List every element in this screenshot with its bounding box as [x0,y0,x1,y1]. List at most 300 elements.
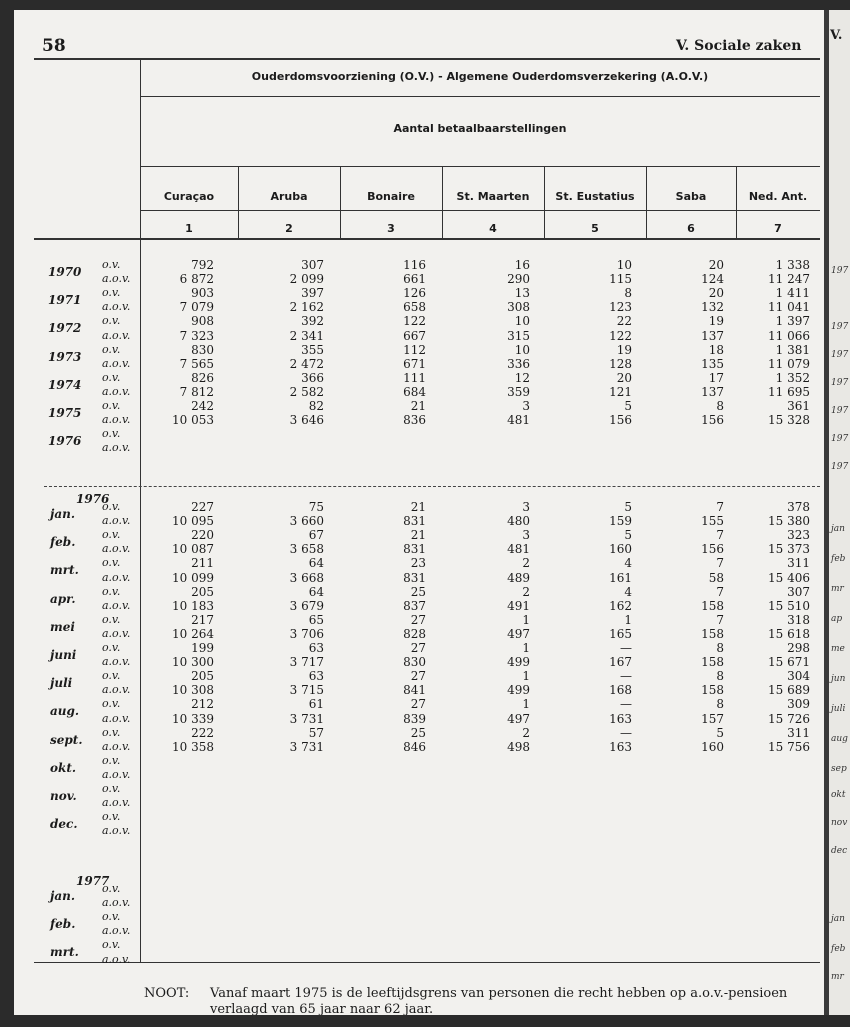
adjacent-page-label: sep [831,764,847,774]
column-number: 6 [687,222,695,235]
table-cell: 205 [191,669,214,684]
table-cell: 307 [301,258,324,272]
table-cell: 2 [522,556,530,571]
year-label: 1976 [48,434,82,449]
column-number: 3 [387,222,395,235]
column-header: Bonaire [367,190,415,203]
table-cell: 6 872 [179,272,214,287]
table-cell: 227 [191,500,214,514]
row-type-label: o.v. [102,556,121,570]
table-cell: 4 [624,556,632,571]
note-label: NOOT: [144,986,190,1001]
subtitle-rule [140,166,820,167]
row-type-label: o.v. [102,342,121,356]
row-type-label: a.o.v. [102,300,131,314]
column-number-rule [34,238,820,240]
column-number: 4 [489,222,497,235]
row-type-label: o.v. [102,612,121,626]
adjacent-page-label: me [831,644,845,654]
table-cell: 122 [403,314,426,329]
table-cell: 304 [787,669,810,684]
table-cell: 1 352 [775,370,810,385]
table-cell: 3 731 [289,739,324,754]
document-page [14,10,824,1015]
table-cell: 19 [708,314,724,329]
table-cell: 11 079 [768,356,810,371]
month-label: juli [50,676,73,691]
month-label: mrt. [50,563,79,578]
table-cell: 10 308 [172,683,214,698]
table-cell: 155 [701,514,724,529]
table-cell: 15 689 [768,683,810,698]
row-type-label: o.v. [102,427,121,441]
table-cell: 8 [716,641,724,655]
table-cell: 156 [701,542,724,557]
month-label: feb. [50,917,76,932]
table-cell: 839 [403,711,426,726]
adjacent-page-label: feb [831,554,846,564]
table-cell: 18 [708,342,724,357]
table-cell: 21 [410,399,426,413]
table-cell: 7 812 [179,384,214,399]
table-cell: 498 [507,739,530,754]
table-cell: 3 731 [289,711,324,726]
table-cell: 242 [191,399,214,413]
row-type-label: a.o.v. [102,328,131,342]
table-cell: 5 [716,725,724,740]
table-cell: 361 [787,399,810,413]
table-cell: 22 [616,314,632,329]
adjacent-page-edge [824,10,850,1015]
month-label: juni [50,648,77,662]
year-label: 1973 [48,349,82,364]
table-cell: 1 [624,612,632,627]
table-cell: 7 [716,528,724,543]
table-cell: 156 [609,413,632,428]
column-header-rule [140,210,820,211]
table-cell: 163 [609,739,632,754]
table-cell: 123 [609,300,632,315]
year-label: 1971 [48,293,82,308]
table-cell: 1 [522,669,530,684]
adjacent-page-label: jan [831,914,845,924]
table-cell: 159 [609,514,632,529]
table-cell: 11 041 [768,300,810,315]
adjacent-page-label: mr [831,584,844,594]
table-cell: 15 756 [768,739,810,754]
month-label: okt. [50,760,77,775]
table-cell: 1 397 [775,314,810,329]
table-cell: 205 [191,584,214,599]
table-cell: 378 [787,500,810,514]
row-type-label: a.o.v. [102,767,131,781]
row-type-label: o.v. [102,882,121,895]
table-cell: 19 [616,342,632,357]
table-cell: 160 [609,542,632,557]
table-cell: 112 [403,342,426,357]
row-type-label: o.v. [102,314,121,328]
table-cell: 11 247 [768,272,810,287]
table-cell: 311 [787,556,810,571]
table-cell: 359 [507,384,530,399]
table-cell: 7 079 [179,300,214,315]
table-cell: 499 [507,683,530,698]
table-cell: 21 [410,528,426,543]
table-cell: 137 [701,328,724,343]
table-cell: 199 [191,641,214,655]
table-cell: 658 [403,300,426,315]
table-cell: 158 [701,683,724,698]
table-cell: 10 339 [172,711,214,726]
table-cell: 220 [191,528,214,543]
table-cell: 167 [609,655,632,670]
table-cell: 10 053 [172,413,214,428]
table-cell: 135 [701,356,724,371]
table-cell: 67 [308,528,324,543]
table-cell: 27 [410,641,426,655]
table-cell: 61 [308,697,324,712]
row-type-label: o.v. [102,641,121,654]
table-cell: 5 [624,528,632,543]
table-cell: 161 [609,570,632,585]
section-heading: V. Sociale zaken [676,38,802,54]
adjacent-page-label: nov [831,818,848,828]
table-cell: 1 [522,641,530,655]
table-cell: 7 323 [179,328,214,343]
table-cell: 23 [410,556,426,571]
table-cell: 661 [403,272,426,287]
row-type-label: o.v. [102,584,121,598]
adjacent-page-label: 197 [831,350,849,360]
separator-rule [44,486,820,487]
table-cell: 157 [701,711,724,726]
table-cell: 397 [301,286,324,301]
table-cell: 2 582 [289,384,324,399]
column-header: Saba [675,190,707,203]
table-cell: 831 [403,570,426,585]
table-cell: 82 [308,399,324,413]
adjacent-page-label: 197 [831,266,849,276]
row-type-label: a.o.v. [102,711,131,725]
row-type-label: o.v. [102,399,121,412]
table-cell: 3 [522,528,530,543]
table-cell: 311 [787,725,810,740]
table-cell: 392 [301,314,324,329]
table-cell: 826 [191,370,214,385]
table-cell: 491 [507,598,530,613]
table-cell: 792 [191,258,214,272]
table-cell: 15 671 [768,655,810,670]
table-cell: 355 [301,342,324,357]
adjacent-page-label: feb [831,944,846,954]
table-cell: 217 [191,612,214,627]
adjacent-page-label: ap [831,614,843,624]
table-cell: 4 [624,584,632,599]
table-cell: 7 [716,500,724,514]
table-cell: 1 [522,612,530,627]
table-cell: 489 [507,570,530,585]
table-cell: 3 [522,500,530,514]
table-cell: 126 [403,286,426,301]
table-cell: — [620,669,632,684]
table-cell: 132 [701,300,724,315]
table-cell: 15 406 [768,570,810,585]
year-label: 1970 [48,265,82,279]
table-cell: 21 [410,500,426,514]
table-cell: 2 341 [289,328,324,343]
page-gutter [824,10,829,1015]
table-cell: 10 095 [172,514,214,529]
table-cell: 64 [308,556,324,571]
table-cell: 11 695 [768,384,810,399]
table-cell: — [620,725,632,740]
adjacent-page-label: 197 [831,322,849,332]
table-cell: 63 [308,641,324,655]
adjacent-page-label: 197 [831,434,849,444]
table-cell: 64 [308,584,324,599]
year-label: 1972 [48,321,82,336]
table-cell: 497 [507,626,530,641]
adjacent-page-label: aug [831,734,848,744]
adjacent-page-label: okt [831,790,846,800]
table-cell: 63 [308,669,324,684]
table-cell: 121 [609,384,632,399]
row-type-label: a.o.v. [102,952,131,966]
table-cell: 315 [507,328,530,343]
table-cell: 10 [616,258,632,272]
row-type-label: o.v. [102,528,121,542]
row-type-label: a.o.v. [102,514,131,528]
row-type-label: a.o.v. [102,626,131,640]
table-cell: 15 373 [768,542,810,557]
table-cell: 163 [609,711,632,726]
table-cell: 57 [308,725,324,740]
adjacent-page-label: dec [831,846,848,856]
row-type-label: o.v. [102,370,121,384]
table-cell: 831 [403,514,426,529]
table-cell: 841 [403,683,426,698]
table-cell: 836 [403,413,426,428]
table-cell: 10 087 [172,542,214,557]
table-cell: 3 715 [289,683,324,698]
row-type-label: a.o.v. [102,824,131,838]
table-cell: 58 [708,570,724,585]
adjacent-page-label: mr [831,972,844,982]
table-cell: 684 [403,384,426,399]
table-cell: 128 [609,356,632,371]
month-label: jan. [50,507,76,521]
table-cell: 831 [403,542,426,557]
table-cell: 480 [507,514,530,529]
page-number: 58 [42,36,66,56]
table-cell: 20 [708,258,724,272]
row-type-label: o.v. [102,938,121,952]
table-cell: 15 510 [768,598,810,613]
row-type-label: o.v. [102,286,121,300]
row-type-label: a.o.v. [102,413,131,427]
table-cell: 25 [410,725,426,740]
year-label: 1974 [48,377,82,392]
table-bottom-rule [34,962,820,963]
table-cell: 15 380 [768,514,810,529]
month-label: dec. [50,817,78,832]
note-text: Vanaf maart 1975 is de leeftijdsgrens van personen die recht hebben op a.o.v.-pensioen verlaagd van 65 jaar naar 62 jaar. [210,986,788,1015]
table-cell: 497 [507,711,530,726]
row-type-label: a.o.v. [102,542,131,556]
column-number: 2 [285,222,293,235]
table-cell: — [620,641,632,655]
table-cell: 25 [410,584,426,599]
table-cell: 15 726 [768,711,810,726]
table-cell: 3 660 [289,514,324,529]
table-cell: 1 [522,697,530,712]
table-cell: 8 [624,286,632,301]
table-cell: 2 472 [289,356,324,371]
table-cell: 1 338 [775,258,810,272]
adjacent-section-heading: V. [830,28,843,43]
row-type-label: o.v. [102,753,121,767]
adjacent-page-label: 197 [831,462,849,472]
table-cell: 12 [514,370,530,385]
table-cell: 2 099 [289,272,324,287]
row-type-label: o.v. [102,697,121,711]
table-cell: 307 [787,584,810,599]
row-type-label: a.o.v. [102,924,131,938]
table-cell: 137 [701,384,724,399]
table-cell: 318 [787,612,810,627]
row-type-label: a.o.v. [102,683,131,697]
table-cell: — [620,697,632,712]
table-top-rule [34,58,820,60]
year-label: 1975 [48,406,82,420]
month-label: nov. [50,789,77,803]
table-cell: 3 658 [289,542,324,557]
row-type-label: o.v. [102,669,121,683]
table-cell: 27 [410,697,426,712]
month-label: sept. [50,732,83,747]
table-cell: 111 [403,370,426,385]
column-header: Aruba [270,190,308,203]
table-cell: 846 [403,739,426,754]
table-cell: 3 706 [289,626,324,641]
adjacent-page-label: jun [831,674,846,684]
month-label: feb. [50,535,76,550]
month-label: aug. [50,704,80,719]
table-subtitle: Aantal betaalbaarstellingen [393,122,567,135]
row-type-label: a.o.v. [102,739,131,753]
table-cell: 336 [507,356,530,371]
row-type-label: a.o.v. [102,570,131,584]
table-cell: 160 [701,739,724,754]
adjacent-page-label: 197 [831,406,849,416]
table-cell: 1 381 [775,342,810,357]
table-cell: 65 [308,612,324,627]
table-cell: 5 [624,399,632,413]
table-cell: 7 [716,612,724,627]
table-cell: 2 162 [289,300,324,315]
column-header: St. Eustatius [555,190,635,203]
table-title: Ouderdomsvoorziening (O.V.) - Algemene Ouderdomsverzekering (A.O.V.) [251,70,709,83]
month-label: mei [50,619,75,634]
table-cell: 3 646 [289,413,324,428]
table-cell: 3 717 [289,655,324,670]
month-label: jan. [50,889,76,903]
table-cell: 3 679 [289,598,324,613]
row-type-label: a.o.v. [102,384,131,398]
table-cell: 115 [609,272,632,287]
month-label: apr. [50,591,76,606]
row-type-label: a.o.v. [102,598,131,612]
table-cell: 5 [624,500,632,514]
title-rule [140,96,820,97]
table-cell: 211 [191,556,214,571]
table-cell: 481 [507,542,530,557]
column-header: Curaçao [163,190,215,203]
table-cell: 3 [522,399,530,413]
table-cell: 7 [716,584,724,599]
table-cell: 212 [191,697,214,712]
table-cell: 499 [507,655,530,670]
table-cell: 124 [701,272,724,287]
table-cell: 298 [787,641,810,655]
table-cell: 908 [191,314,214,329]
adjacent-page-label: jan [831,524,845,534]
table-cell: 828 [403,626,426,641]
column-number: 5 [591,222,599,235]
row-type-label: a.o.v. [102,272,131,286]
row-type-label: o.v. [102,258,121,271]
table-cell: 162 [609,598,632,613]
table-cell: 8 [716,697,724,712]
row-type-label: o.v. [102,500,121,513]
table-cell: 15 618 [768,626,810,641]
table-cell: 667 [403,328,426,343]
row-type-label: a.o.v. [102,441,131,455]
row-type-label: o.v. [102,725,121,739]
table-cell: 8 [716,669,724,684]
table-cell: 158 [701,598,724,613]
table-cell: 10 358 [172,739,214,754]
table-cell: 8 [716,399,724,413]
year-group-heading: 1976 [76,492,110,506]
table-cell: 27 [410,612,426,627]
adjacent-page-label: juli [831,704,846,714]
table-cell: 165 [609,626,632,641]
column-header: Ned. Ant. [748,190,808,203]
table-cell: 168 [609,683,632,698]
table-cell: 10 [514,314,530,329]
table-cell: 1 411 [775,286,810,301]
table-cell: 10 183 [172,598,214,613]
table-cell: 20 [708,286,724,301]
adjacent-page-label: 197 [831,378,849,388]
table-cell: 222 [191,725,214,740]
table-cell: 10 300 [172,655,214,670]
row-type-label: a.o.v. [102,655,131,669]
table-cell: 20 [616,370,632,385]
table-cell: 116 [403,258,426,272]
table-cell: 830 [403,655,426,670]
table-cell: 837 [403,598,426,613]
table-cell: 481 [507,413,530,428]
table-cell: 10 099 [172,570,214,585]
table-cell: 16 [514,258,530,272]
table-cell: 15 328 [768,413,810,428]
row-type-label: a.o.v. [102,356,131,370]
table-cell: 7 565 [179,356,214,371]
table-cell: 671 [403,356,426,371]
table-cell: 309 [787,697,810,712]
